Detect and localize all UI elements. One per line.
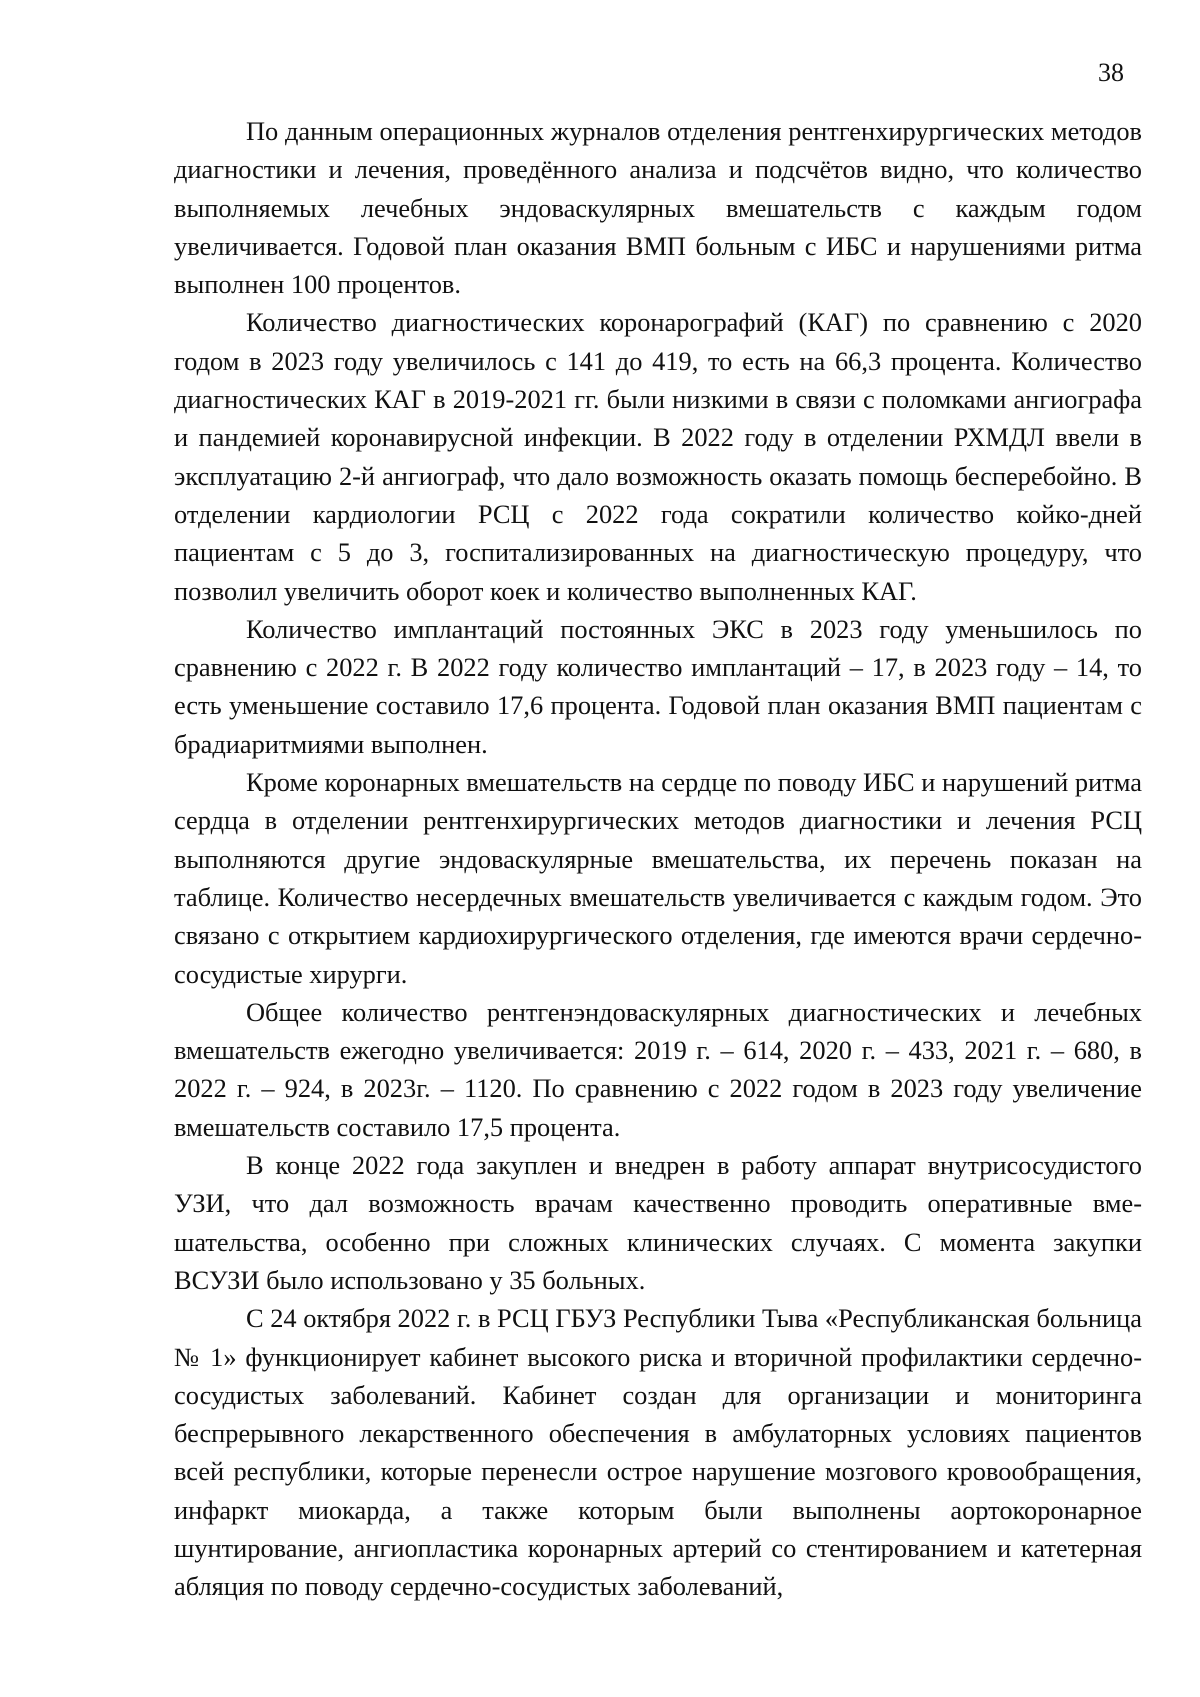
paragraph-total-interventions: Общее количество рентгенэндоваскулярных диагностических и лечебных вмешательств ежегодно увеличивается: 2019 г. – 614, 2020 г. – 433, 2021 г. – 680, в 2022 г. – 924, в 2023г. – 1120. По сравнению с 2022 годом в 2023 году увеличение вмешательств составило 17,5 процента. bbox=[174, 996, 1142, 1142]
paragraph-coronary-angiography: Количество диагностических коронарографий (КАГ) по сравнению с 2020 годом в 2023 году увеличилось с 141 до 419, то есть на 66,3 процента. Количество диагностических КАГ в 2019-2021 гг. были низкими в связи с поломками ангиографа и пандемией коронавирусной инфекции. В 2022 году в отделении РХМДЛ ввели в эксплуатацию 2-й ангиограф, что дало возможность оказать помощь бесперебойно. В отделении кардиологии РСЦ с 2022 года сократили количество койко-дней пациентам с 5 до 3, госпитализированных на диагностическую процедуру, что позволил увеличить оборот коек и количество выполненных КАГ. bbox=[174, 307, 1142, 606]
paragraph-high-risk-office: С 24 октября 2022 г. в РСЦ ГБУЗ Республики Тыва «Республиканская больница № 1» функционирует кабинет высокого риска и вторичной профилактики сердечно-сосудистых заболеваний. Кабинет создан для организации и мониторинга беспрерывного лекарственного обеспечения в амбулаторных условиях пациентов всей республики, которые перенесли острое нарушение мозгового кровообращения, инфаркт миокарда, а также которым были выполнены аортокоронарное шунтирование, ангиопластика коронарных артерий со стентированием и катетерная абляция по поводу сердечно-сосудистых заболеваний, bbox=[174, 1303, 1142, 1602]
page-number: 38 bbox=[1098, 58, 1124, 87]
paragraph-ivus: В конце 2022 года закуплен и внедрен в работу аппарат внутрисосудистого УЗИ, что дал возможность врачам качественно проводить оперативные вмешательства, особенно при сложных клинических случаях. С момента закупки ВСУЗИ было использовано у 35 больных. bbox=[174, 1150, 1142, 1295]
paragraph-other-interventions: Кроме коронарных вмешательств на сердце по поводу ИБС и нарушений ритма сердца в отделении рентгенхирургических методов диагностики и лечения РСЦ выполняются другие эндоваскулярные вмешательства, их перечень показан на таблице. Количество несердечных вмешательств увеличивается с каждым годом. Это связано с открытием кардиохирургического отделения, где имеются врачи сердечно-сосудистые хирурги. bbox=[174, 767, 1142, 989]
paragraph-pacemaker-implantation: Количество имплантаций постоянных ЭКС в 2023 году уменьшилось по сравнению с 2022 г. В 2022 году количество имплантаций – 17, в 2023 году – 14, то есть уменьшение составило 17,6 процента. Годовой план оказания ВМП пациентам с брадиаритмиями выполнен. bbox=[174, 613, 1142, 759]
document-body bbox=[174, 112, 1142, 1606]
paragraph-operations-journals: По данным операционных журналов отделения рентгенхирургических методов диагностики и лечения, проведённого анализа и подсчётов видно, что количество выполняемых лечебных эндоваскулярных вмешательств с каждым годом увеличивается. Годовой план оказания ВМП больным с ИБС и нарушениями ритма выполнен 100 процентов. bbox=[174, 116, 1142, 300]
